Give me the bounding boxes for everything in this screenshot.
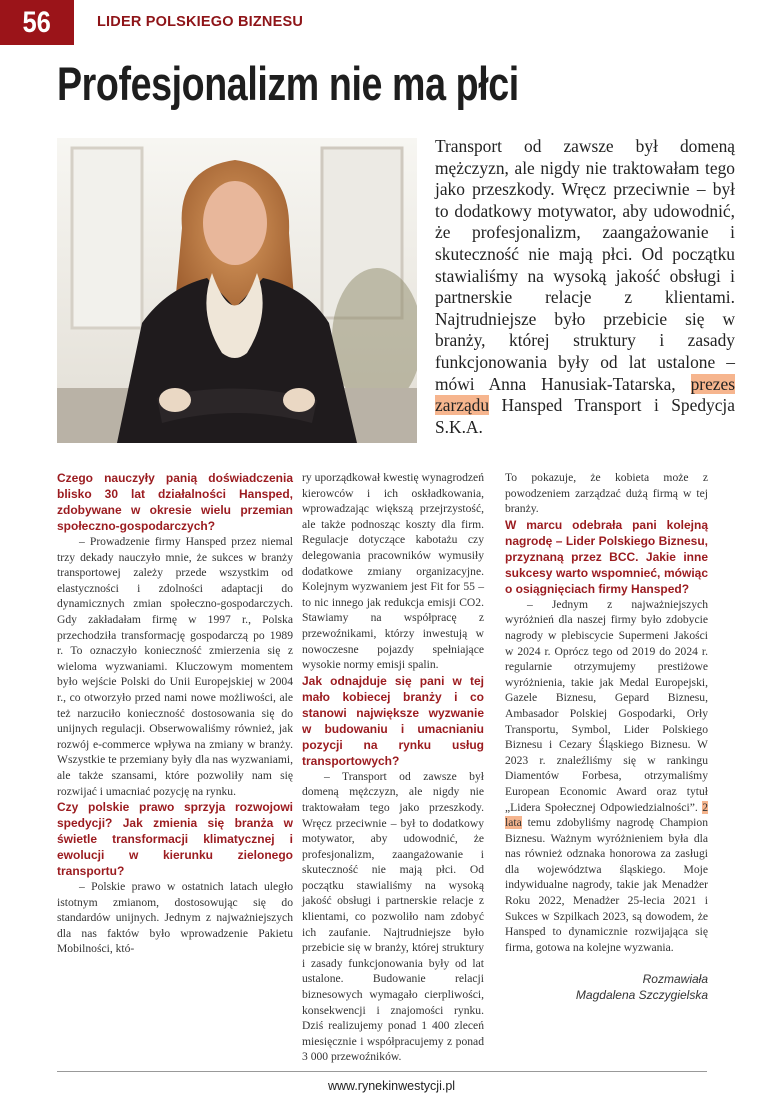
interview-answer: – Prowadzenie firmy Hansped przez niemal trzy dekady nauczyło mnie, że sukces w branży transportowej zależy przede wszystkim od elastyczności i zdolności adaptacji do dynamicznych zmian społeczno-gospodarczych. Gdy zakładałam firmę w 1997 r., Polska przechodziła transformację gospodarczą po 1989 r. To oznaczyło konieczność zmierzenia się z wieloma wyzwaniami. Kluczowym momentem było wejście Polski do Unii Europejskiej w 2004 r., co otworzyło przed nami nowe możliwości, ale też narzuciło konieczność dostosowania się do unijnych regulacji. Obserwowaliśmy również, jak rozwój e-commerce wpływa na zmiany w branży. Wszystkie te przemiany były dla nas wyzwaniami, ale także szansami, które pozwoliły nam się rozwijać i umacniać pozycję na rynku.	[57, 535, 293, 798]
article-body	[0, 136, 783, 1094]
lead-text-end: Hansped Transport i Spedycja S.K.A.	[435, 395, 735, 437]
author-signature	[505, 971, 708, 1003]
interview-question: Czego nauczyły panią doświadczenia blisko 30 lat działalności Hansped, zdobywane w okresie wielu przemian społeczno-gospodarczych?	[57, 471, 293, 533]
article-column-3	[505, 470, 708, 1003]
article-columns	[0, 470, 783, 1071]
interview-answer-continued: To pokazuje, że kobieta może z powodzeniem zarządzać dużą firmą w tej branży.	[505, 471, 708, 516]
article-top	[0, 136, 783, 470]
footer-divider	[57, 1071, 707, 1072]
article-title: Profesjonalizm nie ma płci	[57, 57, 519, 110]
portrait-photo	[57, 138, 417, 443]
interview-question: W marcu odebrała pani kolejną nagrodę – Lider Polskiego Biznesu, przyznaną przez BCC. Jakie inne sukcesy warto wspomnieć, mówiąc o osiągnięciach firmy Hansped?	[505, 517, 708, 596]
footer-url: www.rynekinwestycji.pl	[327, 1079, 456, 1093]
article-column-1	[57, 470, 293, 957]
interview-answer-continued: ry uporządkował kwestię wynagrodzeń kierowców i ich oskładkowania, wprowadzając większą przejrzystość, ale także podnosząc koszty dla firm. Regulacje dotyczące kabotażu czy delegowania pracowników wymusiły dodatkowe zmiany organizacyjne. Kolejnym wyzwaniem jest Fit for 55 – to nic innego jak redukcja emisji CO2. Stawiamy na współpracę z przewoźnikami, którzy inwestują w nowoczesne pojazdy spełniające wysokie normy emisji spalin.	[302, 471, 484, 672]
answer-text: – Jednym z najważniejszych wyróżnień dla naszej firmy było zdobycie nagrody w plebiscycie Supermeni Jakości w 2024 r. Oprócz tego od 2019 do 2024 r. regularnie otrzymujemy prestiżowe wyróżnienia, takie jak Medal Europejski, Gazele Biznesu, Gepard Biznesu, Ambasador Polskiej Gospodarki, Orły Transportu, Symbol, Lider Polskiego Biznesu i Cezary Śląskiego Biznesu. W 2023 r. znaleźliśmy się w rankingu Diamentów Forbesa, otrzymaliśmy European Economic Award oraz tytuł „Lidera Społecznej Odpowiedzialności”.	[505, 597, 708, 814]
interview-question: Jak odnajduje się pani w tej mało kobiecej branży i co stanowi największe wyzwanie w budowaniu i umacnianiu pozycji na rynku usług transportowych?	[302, 673, 484, 768]
answer-highlight: 2 lata	[505, 800, 708, 830]
answer-text-end: temu zdobyliśmy nagrodę Champion Biznesu. Ważnym wyróżnieniem była dla nas również odznaka honorowa za zasługi dla województwa śląskiego. Moje indywidualne nagrody, takie jak Menadżer Roku 2022, Menadżer 25-lecia 2021 i Sukces w Szpilkach 2023, są dowodem, że Hansped to dynamicznie rozwijająca się firma, gotowa na kolejne wyzwania.	[505, 816, 708, 954]
interview-answer: – Transport od zawsze był domeną mężczyzn, ale nigdy nie traktowałam tego jako przeszkody. Wręcz przeciwnie – był to dodatkowy motywator, aby udowodnić, że profesjonalizm, zaangażowanie i skuteczność nie mają płci. Od początku stawialiśmy na wysoką jakość obsługi i partnerskie relacje z klientami, co pozwoliło nam zdobyć ich zaufanie. Najtrudniejsze było przebicie się w branży, której struktury i zasady funkcjonowania były od lat ustalone. Budowanie relacji biznesowych wymagało cierpliwości, konsekwencji i znajomości rynku. Dziś realizujemy ponad 1 400 zleceń miesięcznie i współpracujemy z ponad 3 000 przewoźników.	[302, 769, 484, 1064]
page-number	[0, 0, 74, 45]
page-number-text: 56	[22, 5, 52, 39]
signature-label: Rozmawiała	[642, 972, 708, 987]
lead-text: Transport od zawsze był domeną mężczyzn, ale nigdy nie traktowałam tego jako przeszkody. Wręcz przeciwnie – był to dodatkowy motywator, aby udowodnić, że profesjonalizm, zaangażowanie i skuteczność nie mają płci. Od początku stawialiśmy na wysoką jakość obsługi i partnerskie relacje z klientami. Najtrudniejsze było przebicie się w branży, której struktury i zasady funkcjonowania były od lat ustalone – mówi Anna Hanusiak-Tatarska,	[435, 136, 735, 394]
interview-answer	[505, 597, 708, 956]
signature-author: Magdalena Szczygielska	[575, 988, 708, 1003]
lead-highlight: prezes zarządu	[435, 373, 735, 416]
article-lead	[435, 136, 735, 438]
section-title: LIDER POLSKIEGO BIZNESU	[97, 14, 304, 30]
interview-question: Czy polskie prawo sprzyja rozwojowi spedycji? Jak zmienia się branża w świetle transformacji klimatycznej i ewolucji w kierunku zielonego transportu?	[57, 800, 293, 879]
article-column-2	[302, 470, 484, 1065]
interview-answer: – Polskie prawo w ostatnich latach uległo istotnym zmianom, dostosowując się do standardów unijnych. Jednym z najważniejszych dla nas faktów było wprowadzenie Pakietu Mobilności, któ-	[57, 880, 293, 956]
